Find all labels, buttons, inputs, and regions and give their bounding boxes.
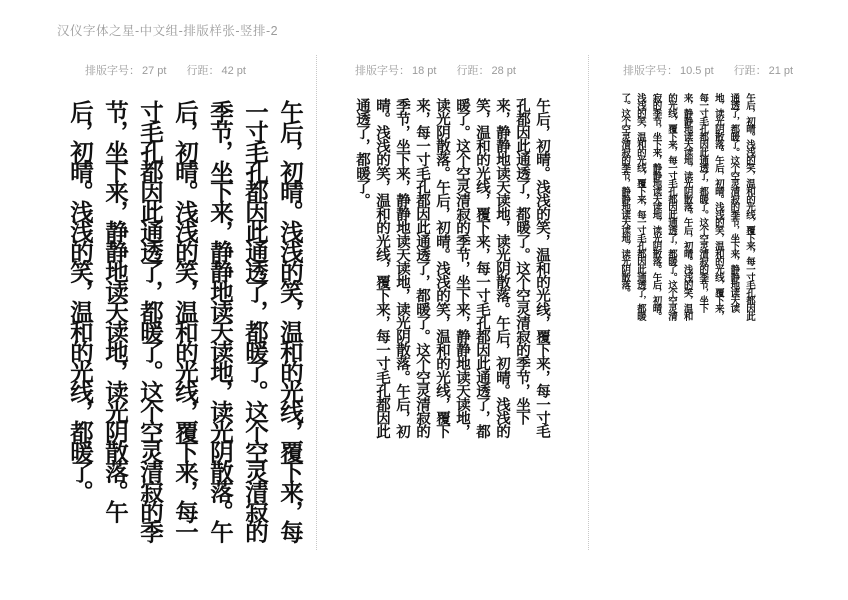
text-column: 浅浅的笑，温和的光线，覆下来，每一寸毛孔都因此通透了，都暖 xyxy=(634,93,646,320)
font-size-value: 27 pt xyxy=(142,65,167,77)
text-column: 节，坐下来，静静地读天读地，读光阴散落。午 xyxy=(102,100,128,520)
text-column: 午后，初晴。浅浅的笑，温和的光线，覆下来，每一寸毛 xyxy=(534,98,550,439)
text-column: 来，静静地读天读地，读光阴散落。午后，初晴。浅浅的 xyxy=(494,98,510,439)
text-column: 寸毛孔都因此通透了，都暖了。这个空灵清寂的季 xyxy=(137,100,163,540)
text-column: 来，每一寸毛孔都因此通透了，都暖了。这个空灵清寂的 xyxy=(414,98,430,439)
text-column: 季节，坐下来，静静地读天读地，读光阴散落。午 xyxy=(207,100,233,540)
text-column: 来，静静地读天读地，读光阴散落。午后，初晴。浅浅的笑，温和 xyxy=(681,93,693,320)
font-size-value: 18 pt xyxy=(412,65,437,77)
text-column: 通透了，都暖了。 xyxy=(354,98,370,207)
leading-label: 行距： xyxy=(733,65,767,77)
text-column: 地，读光阴散落。午后，初晴。浅浅的笑，温和的光线，覆下来， xyxy=(712,93,724,320)
text-column: 午后，初晴。浅浅的笑，温和的光线，覆下来，每一寸毛孔都因此 xyxy=(744,93,755,320)
text-column: 每一寸毛孔都因此通透了，都暖了。这个空灵清寂的季节，坐下 xyxy=(697,93,709,312)
font-size-label: 排版字号： xyxy=(355,65,410,77)
leading-value: 21 pt xyxy=(768,65,794,77)
sample-block-10-5pt xyxy=(616,93,757,319)
text-column: 晴。浅浅的笑，温和的光线，覆下来，每一寸毛孔都因此 xyxy=(374,98,390,439)
text-column: 了。这个空灵清寂的季节，静静地读天读地，读光阴散落。 xyxy=(619,93,631,296)
spec-label-27pt xyxy=(85,62,246,78)
text-column: 的光线，覆下来，每一寸毛孔都因此通透了，都暖了。这个空灵清 xyxy=(666,93,678,320)
text-column: 季节，坐下来，静静地读天读地，读光阴散落。午后，初 xyxy=(394,98,410,439)
font-size-value: 10.5 pt xyxy=(680,65,714,77)
sample-block-18pt xyxy=(352,98,552,438)
section-divider-2 xyxy=(588,55,589,550)
text-column: 一寸毛孔都因此通透了，都暖了。这个空灵清寂的 xyxy=(242,100,268,540)
text-column: 后，初晴。浅浅的笑，温和的光线，都暖了。 xyxy=(67,100,93,500)
text-column: 孔都因此通透了，都暖了。这个空灵清寂的季节，坐下 xyxy=(514,98,530,425)
leading-value: 42 pt xyxy=(221,65,246,77)
leading-label: 行距： xyxy=(186,65,220,77)
font-size-label: 排版字号： xyxy=(623,65,678,77)
spec-label-18pt xyxy=(355,62,516,78)
text-column: 通透了，都暖了。这个空灵清寂的季节，坐下来，静静地读天读 xyxy=(728,93,740,312)
text-column: 后，初晴。浅浅的笑，温和的光线，覆下来，每一 xyxy=(172,100,198,540)
page-title: 汉仪字体之星-中文组-排版样张-竖排-2 xyxy=(57,24,279,38)
text-column: 读光阴散落。午后，初晴。浅浅的笑，温和的光线，覆下 xyxy=(434,98,450,439)
leading-label: 行距： xyxy=(456,65,490,77)
sample-block-27pt xyxy=(62,100,307,540)
text-column: 午后，初晴。浅浅的笑，温和的光线，覆下来，每 xyxy=(277,100,303,540)
font-size-label: 排版字号： xyxy=(85,65,140,77)
text-column: 笑，温和的光线，覆下来，每一寸毛孔都因此通透了，都 xyxy=(474,98,490,439)
text-column: 暖了。这个空灵清寂的季节，坐下来，静静地读天读地， xyxy=(454,98,470,439)
spec-label-10-5pt xyxy=(623,62,793,78)
leading-value: 28 pt xyxy=(491,65,516,77)
text-column: 寂的季节，坐下来，静静地读天读地，读光阴散落。午后，初晴。 xyxy=(650,93,662,320)
section-divider-1 xyxy=(316,55,317,550)
